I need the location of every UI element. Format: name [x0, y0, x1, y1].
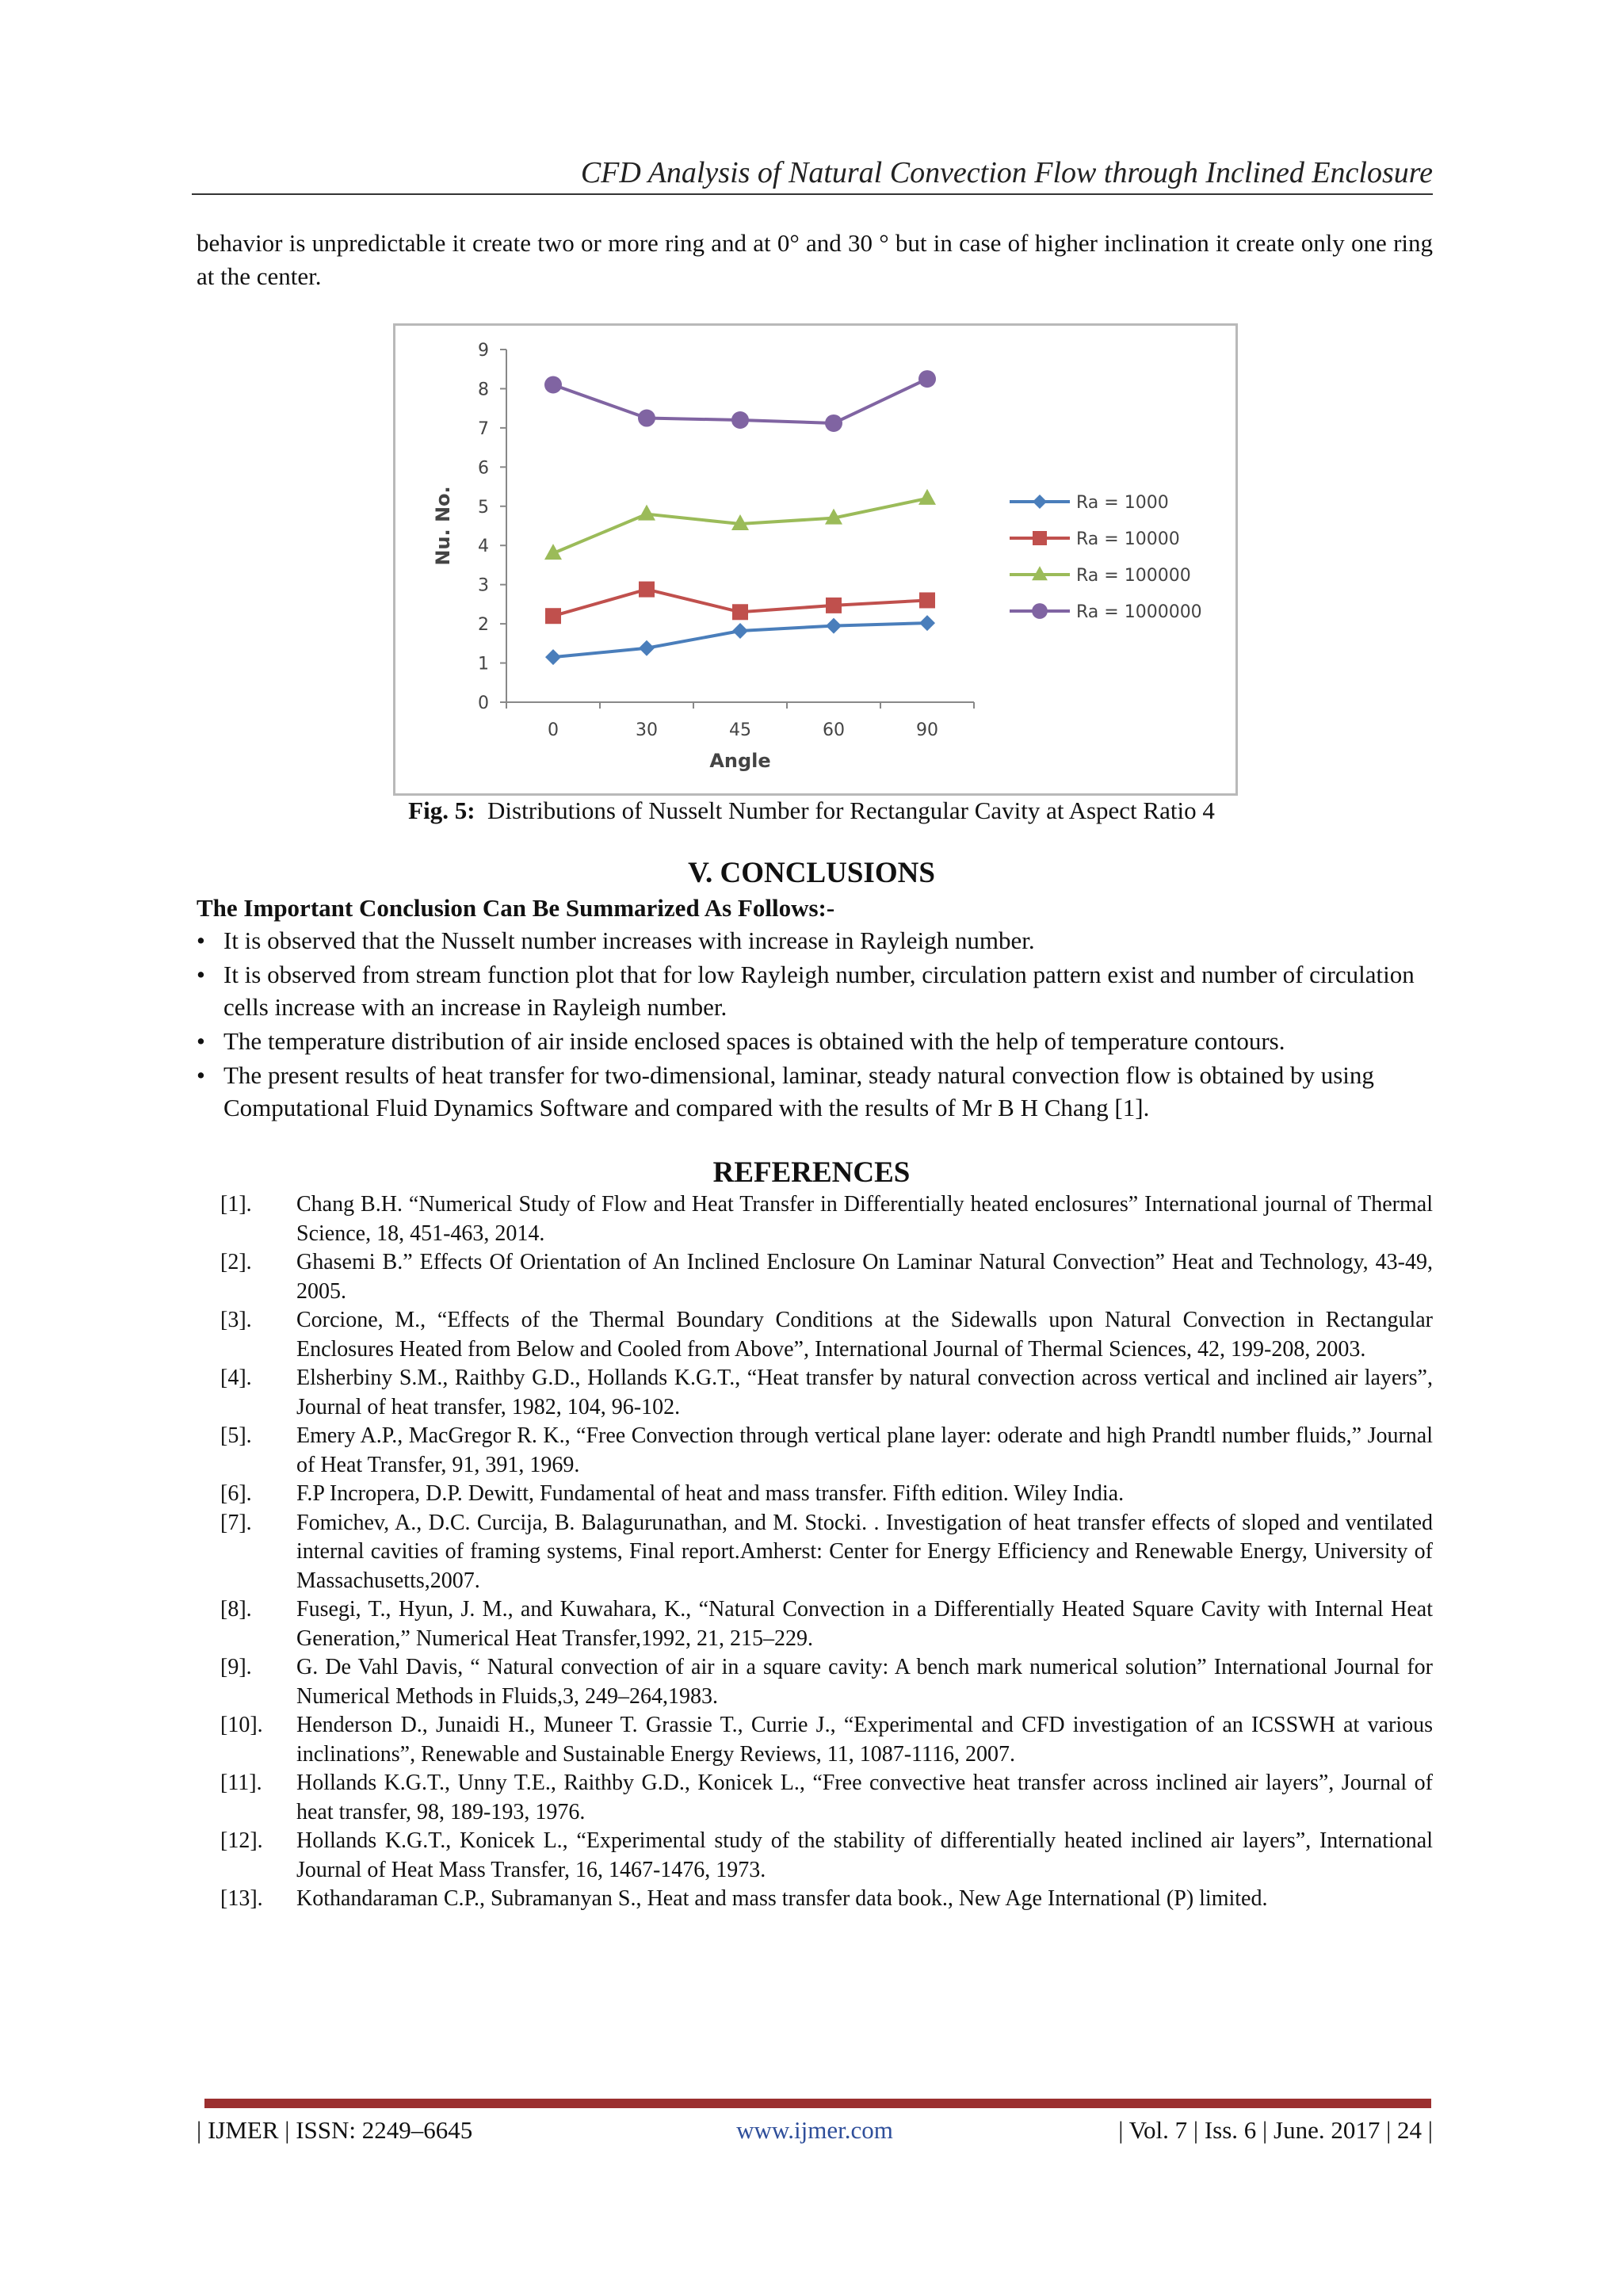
reference-item	[220, 1422, 1433, 1480]
legend-label: Ra = 1000	[1076, 493, 1169, 513]
references-heading: REFERENCES	[712, 1156, 911, 1189]
y-tick-label: 3	[478, 575, 489, 596]
y-tick-label: 2	[478, 615, 489, 636]
data-point	[732, 623, 748, 639]
reference-text: Henderson D., Junaidi H., Muneer T. Grassie T., Currie J., “Experimental and CFD investigation of an ICSSWH at various inclinations”, Renewable and Sustainable Energy Reviews, 11, 1087-1116, 2007.	[296, 1713, 1433, 1767]
reference-item	[220, 1248, 1433, 1306]
references-list	[220, 1190, 1433, 1914]
conclusions-heading: V. CONCLUSIONS	[688, 857, 935, 889]
reference-item	[220, 1827, 1433, 1885]
data-point	[918, 489, 936, 505]
intro-paragraph: behavior is unpredictable it create two or more ring and at 0° and 30 ° but in case of higher inclination it create only one ring at the center.	[197, 229, 1433, 290]
reference-number: [8].	[220, 1597, 252, 1622]
data-point	[919, 592, 935, 608]
conclusion-item	[197, 1059, 1433, 1124]
bullet-icon: •	[197, 1027, 205, 1055]
conclusions-intro: The Important Conclusion Can Be Summarized As Follows:-	[197, 894, 835, 922]
reference-number: [12].	[220, 1828, 263, 1853]
reference-number: [3].	[220, 1308, 252, 1332]
data-point	[826, 598, 842, 613]
footer-volume-page: | Vol. 7 | Iss. 6 | June. 2017 | 24 |	[1118, 2116, 1433, 2144]
conclusions-list	[197, 924, 1433, 1125]
data-point	[639, 640, 655, 656]
reference-item	[220, 1306, 1433, 1364]
reference-item	[220, 1364, 1433, 1422]
legend-label: Ra = 1000000	[1076, 602, 1202, 622]
reference-text: Chang B.H. “Numerical Study of Flow and Heat Transfer in Differentially heated enclosures” International journal of Thermal Science, 18, 451-463, 2014.	[296, 1192, 1433, 1246]
reference-number: [1].	[220, 1192, 252, 1217]
bullet-icon: •	[197, 926, 205, 954]
reference-text: G. De Vahl Davis, “ Natural convection of air in a square cavity: A bench mark numerical solution” International Journal for Numerical Methods in Fluids,3, 249–264,1983.	[296, 1655, 1433, 1709]
reference-text: Ghasemi B.” Effects Of Orientation of An Inclined Enclosure On Laminar Natural Convection” Heat and Technology, 43-49, 2005.	[296, 1250, 1433, 1304]
nusselt-line-chart	[395, 326, 1235, 793]
data-point	[731, 411, 749, 429]
reference-text: F.P Incropera, D.P. Dewitt, Fundamental of heat and mass transfer. Fifth edition. Wiley India.	[296, 1481, 1125, 1506]
figure-caption-text: Distributions of Nusselt Number for Rectangular Cavity at Aspect Ratio 4	[487, 797, 1215, 824]
reference-number: [5].	[220, 1423, 252, 1448]
x-tick-label: 90	[916, 720, 938, 740]
legend-label: Ra = 100000	[1076, 566, 1191, 586]
reference-number: [10].	[220, 1713, 263, 1737]
conclusion-item	[197, 924, 1433, 957]
reference-number: [4].	[220, 1366, 252, 1390]
footer-website-link[interactable]: www.ijmer.com	[736, 2116, 893, 2144]
data-point	[918, 370, 936, 388]
data-point	[638, 505, 655, 521]
data-point	[545, 649, 561, 665]
figure-5-chart	[393, 323, 1238, 796]
legend-label: Ra = 10000	[1076, 529, 1180, 549]
x-axis-title: Angle	[709, 750, 771, 772]
reference-number: [2].	[220, 1250, 252, 1274]
conclusion-text: It is observed that the Nusselt number increases with increase in Rayleigh number.	[223, 926, 1035, 954]
reference-item	[220, 1509, 1433, 1596]
reference-item	[220, 1769, 1433, 1827]
reference-item	[220, 1190, 1433, 1248]
y-tick-label: 5	[478, 497, 489, 518]
x-tick-label: 30	[636, 720, 658, 740]
reference-number: [13].	[220, 1886, 263, 1911]
y-tick-label: 1	[478, 654, 489, 674]
data-point	[544, 376, 562, 394]
reference-text: Elsherbiny S.M., Raithby G.D., Hollands K.G.T., “Heat transfer by natural convection across vertical and inclined air layers”, Journal of heat transfer, 1982, 104, 96-102.	[296, 1366, 1433, 1419]
conclusion-text: The temperature distribution of air inside enclosed spaces is obtained with the help of temperature contours.	[223, 1027, 1285, 1055]
running-header: CFD Analysis of Natural Convection Flow through Inclined Enclosure	[580, 156, 1433, 189]
reference-number: [6].	[220, 1481, 252, 1506]
reference-number: [11].	[220, 1771, 262, 1795]
header-rule	[192, 193, 1433, 195]
reference-text: Emery A.P., MacGregor R. K., “Free Convection through vertical plane layer: oderate and high Prandtl number fluids,” Journal of Heat Transfer, 91, 391, 1969.	[296, 1423, 1433, 1477]
bullet-icon: •	[197, 961, 205, 988]
conclusion-item	[197, 1025, 1433, 1057]
conclusion-text: The present results of heat transfer for two-dimensional, laminar, steady natural convection flow is obtained by using Computational Fluid Dynamics Software and compared with the results of Mr B H Chang [1].	[223, 1061, 1374, 1121]
y-tick-label: 8	[478, 380, 489, 400]
reference-text: Corcione, M., “Effects of the Thermal Boundary Conditions at the Sidewalls upon Natural Convection in Rectangular Enclosures Heated from Below and Cooled from Above”, International Journal of Thermal Sciences, 42, 199-208, 2003.	[296, 1308, 1433, 1362]
reference-number: [7].	[220, 1510, 252, 1535]
reference-item	[220, 1711, 1433, 1769]
data-point	[919, 615, 935, 631]
legend-marker	[1033, 531, 1047, 545]
data-point	[825, 415, 842, 432]
figure-caption-label: Fig. 5:	[408, 797, 475, 824]
conclusion-text: It is observed from stream function plot that for low Rayleigh number, circulation pattern exist and number of circulation cells increase with an increase in Rayleigh number.	[223, 961, 1415, 1021]
reference-text: Fusegi, T., Hyun, J. M., and Kuwahara, K., “Natural Convection in a Differentially Heated Square Cavity with Internal Heat Generation,” Numerical Heat Transfer,1992, 21, 215–229.	[296, 1597, 1433, 1651]
y-tick-label: 9	[478, 341, 489, 361]
y-tick-label: 4	[478, 537, 489, 557]
reference-item	[220, 1885, 1433, 1914]
figure-caption	[0, 797, 1623, 825]
bullet-icon: •	[197, 1061, 205, 1089]
reference-text: Hollands K.G.T., Konicek L., “Experimental study of the stability of differentially heated inclined air layers”, International Journal of Heat Mass Transfer, 16, 1467-1476, 1973.	[296, 1828, 1433, 1882]
y-tick-label: 7	[478, 418, 489, 439]
x-tick-label: 45	[729, 720, 751, 740]
data-point	[639, 582, 655, 598]
data-point	[732, 604, 748, 620]
data-point	[638, 410, 655, 427]
reference-number: [9].	[220, 1655, 252, 1679]
reference-item	[220, 1480, 1433, 1509]
data-point	[545, 608, 561, 624]
y-axis-title: Nu. No.	[432, 486, 454, 566]
reference-item	[220, 1653, 1433, 1711]
legend-marker	[1032, 603, 1048, 619]
y-tick-label: 6	[478, 458, 489, 479]
legend-marker	[1033, 495, 1047, 509]
reference-text: Fomichev, A., D.C. Curcija, B. Balagurunathan, and M. Stocki. . Investigation of heat transfer effects of sloped and ventilated internal cavities of framing systems, Final report.Amherst: Center for Energy Efficiency and Renewable Energy, University of Massachusetts,2007.	[296, 1510, 1433, 1593]
reference-item	[220, 1595, 1433, 1653]
data-point	[826, 618, 842, 634]
footer-journal-issn: | IJMER | ISSN: 2249–6645	[197, 2116, 473, 2144]
y-tick-label: 0	[478, 693, 489, 713]
footer-rule	[204, 2099, 1431, 2108]
x-tick-label: 0	[548, 720, 559, 740]
conclusion-item	[197, 958, 1433, 1023]
reference-text: Hollands K.G.T., Unny T.E., Raithby G.D., Konicek L., “Free convective heat transfer across inclined air layers”, Journal of heat transfer, 98, 189-193, 1976.	[296, 1771, 1433, 1824]
x-tick-label: 60	[823, 720, 845, 740]
reference-text: Kothandaraman C.P., Subramanyan S., Heat and mass transfer data book., New Age International (P) limited.	[296, 1886, 1268, 1911]
